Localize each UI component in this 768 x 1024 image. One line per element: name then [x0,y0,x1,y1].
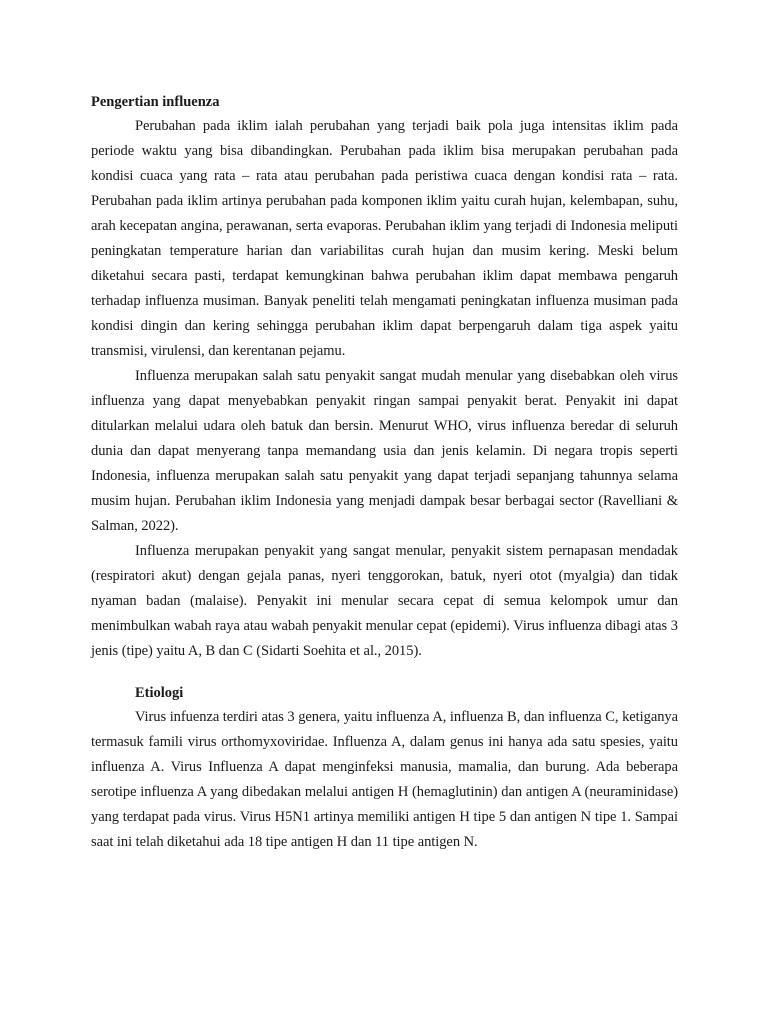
paragraph-2: Influenza merupakan salah satu penyakit sangat mudah menular yang disebabkan oleh virus influenza yang dapat menyebabkan penyakit ringan sampai penyakit berat. Penyakit ini dapat ditularkan melalui udara oleh batuk dan bersin. Menurut WHO, virus influenza beredar di seluruh dunia dan dapat menyerang tanpa memandang usia dan jenis kelamin. Di negara tropis seperti Indonesia, influenza merupakan salah satu penyakit yang dapat terjadi sepanjang tahunnya selama musim hujan. Perubahan iklim Indonesia yang menjadi dampak besar berbagai sector (Ravelliani & Salman, 2022). [91,368,678,534]
section-heading-pengertian: Pengertian influenza [91,94,220,110]
section-spacer [91,664,678,684]
section-heading-etiologi: Etiologi [135,685,184,701]
paragraph-4: Virus infuenza terdiri atas 3 genera, yaitu influenza A, influenza B, dan influenza C, ketiganya termasuk famili virus orthomyxoviridae. Influenza A, dalam genus ini hanya ada satu spesies, yaitu influenza A. Virus Influenza A dapat menginfeksi manusia, mamalia, dan burung. Ada beberapa serotipe influenza A yang dibedakan melalui antigen H (hemaglutinin) dan antigen A (neuraminidase) yang terdapat pada virus. Virus H5N1 artinya memiliki antigen H tipe 5 dan antigen N tipe 1. Sampai saat ini telah diketahui ada 18 tipe antigen H dan 11 tipe antigen N. [91,709,678,850]
paragraph-3: Influenza merupakan penyakit yang sangat menular, penyakit sistem pernapasan mendadak (respiratori akut) dengan gejala panas, nyeri tenggorokan, batuk, nyeri otot (myalgia) dan tidak nyaman badan (malaise). Penyakit ini menular secara cepat di semua kelompok umur dan menimbulkan wabah raya atau wabah penyakit menular cepat (epidemi). Virus influenza dibagi atas 3 jenis (tipe) yaitu A, B dan C (Sidarti Soehita et al., 2015). [91,543,678,659]
paragraph-1: Perubahan pada iklim ialah perubahan yang terjadi baik pola juga intensitas iklim pada periode waktu yang bisa dibandingkan. Perubahan pada iklim bisa merupakan perubahan pada kondisi cuaca yang rata – rata atau perubahan pada peristiwa cuaca dengan kondisi rata – rata. Perubahan pada iklim artinya perubahan pada komponen iklim yaitu curah hujan, kelembapan, suhu, arah kecepatan angina, perawanan, serta evaporas. Perubahan iklim yang terjadi di Indonesia meliputi peningkatan temperature harian dan variabilitas curah hujan dan musim kering. Meski belum diketahui secara pasti, terdapat kemungkinan bahwa perubahan iklim dapat membawa pengaruh terhadap influenza musiman. Banyak peneliti telah mengamati peningkatan influenza musiman pada kondisi dingin dan kering sehingga perubahan iklim dapat berpengaruh dalam tiga aspek yaitu transmisi, virulensi, dan kerentanan pejamu. [91,118,678,359]
document-body [91,93,678,855]
